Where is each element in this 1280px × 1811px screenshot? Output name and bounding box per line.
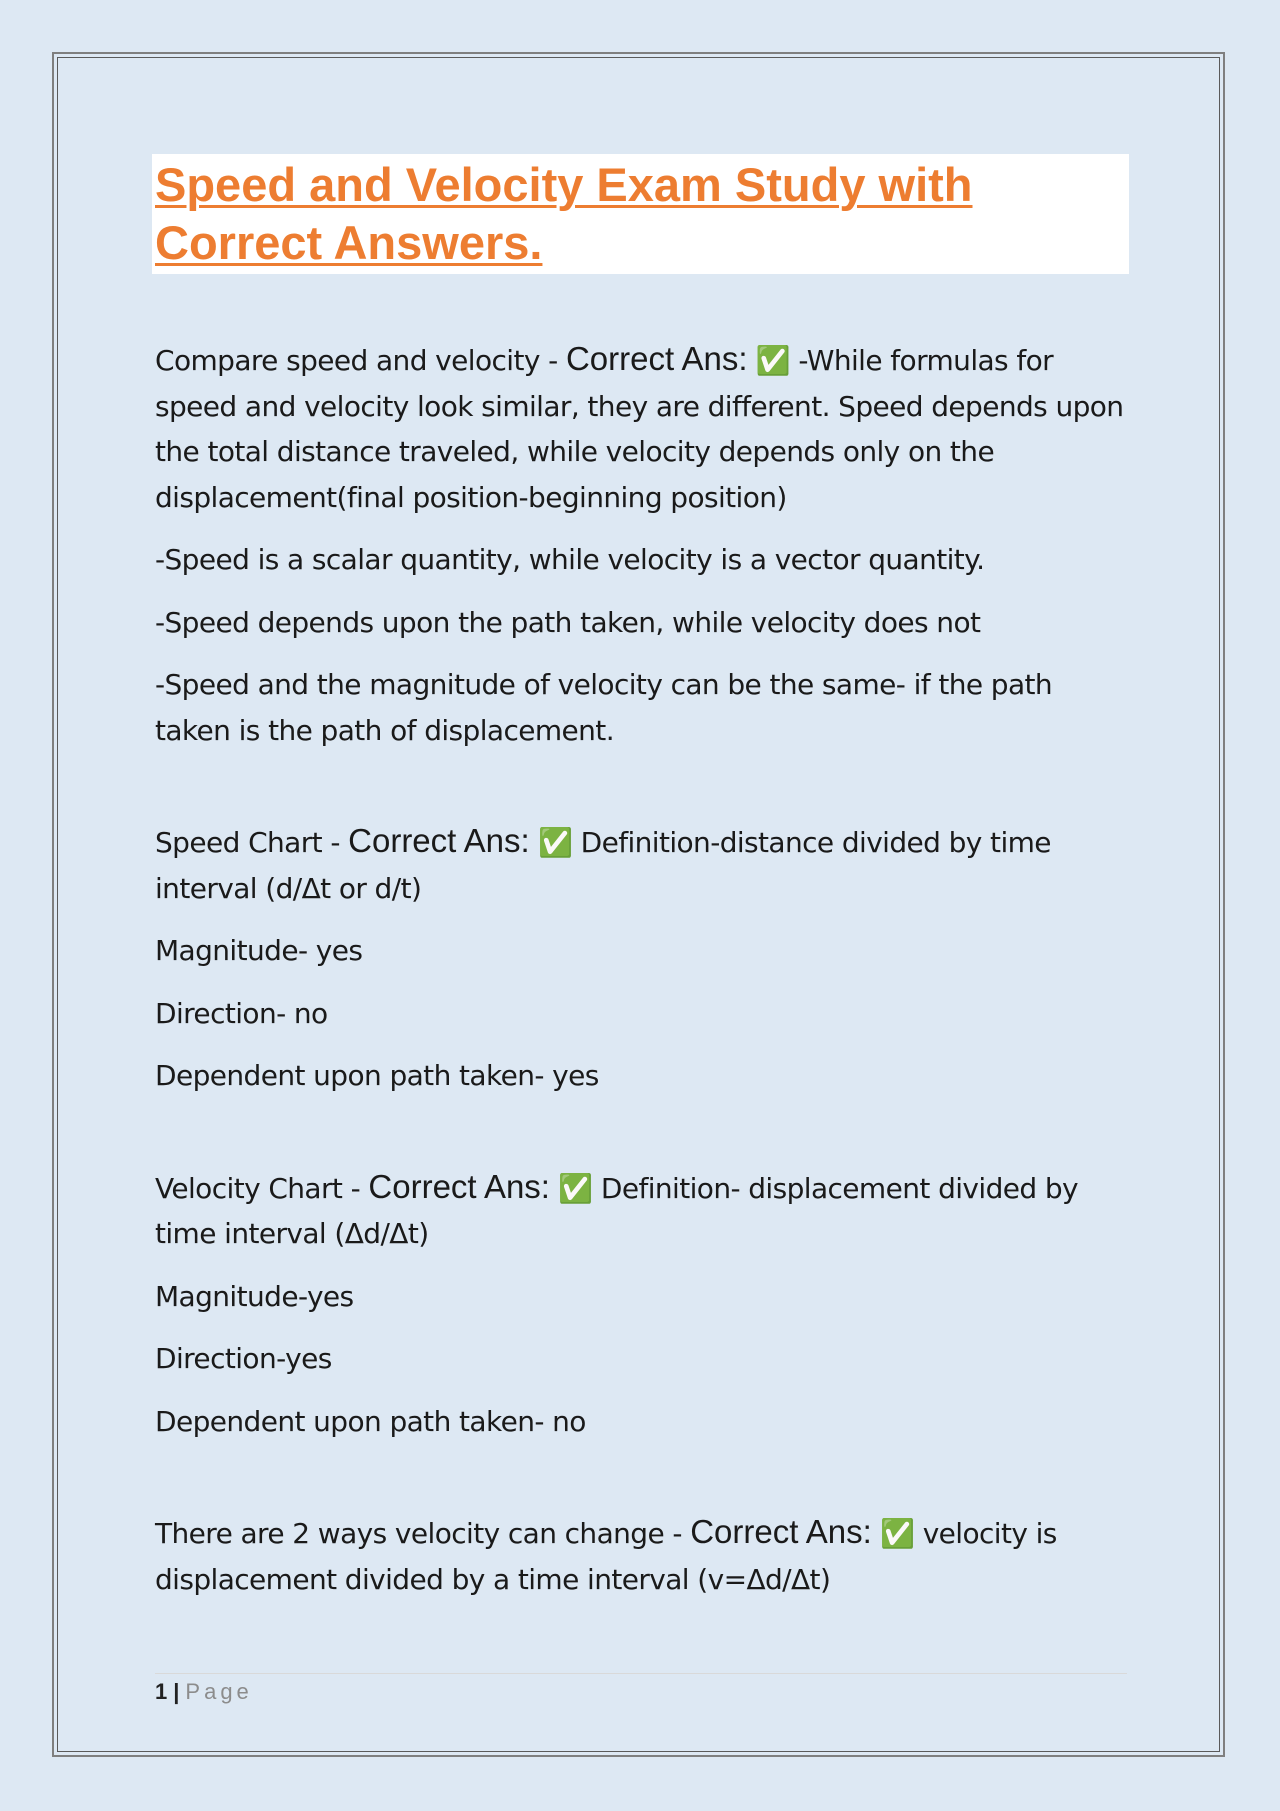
checkmark-icon: ✅ xyxy=(880,1517,915,1550)
answer-text: -While formulas for speed and velocity look similar, they are different. Speed depends upon the total distance traveled, while velocity depends only on the displacement(final position-beginning position) xyxy=(155,344,1124,514)
answer-text: Definition- displacement divided by time interval (Δd/Δt) xyxy=(155,1171,1078,1250)
question-text: There are 2 ways velocity can change - xyxy=(155,1517,682,1550)
answer-line: Dependent upon path taken- no xyxy=(155,1404,586,1438)
page-footer xyxy=(155,1678,253,1706)
qa-first-paragraph xyxy=(155,336,1125,520)
checkmark-icon: ✅ xyxy=(755,344,791,377)
answer-text: velocity is displacement divided by a time interval (v=Δd/Δt) xyxy=(155,1517,1057,1596)
answer-label: Correct Ans: xyxy=(690,1513,872,1550)
answer-label: Correct Ans: xyxy=(565,340,748,377)
question-text: Compare speed and velocity - xyxy=(155,344,558,377)
answer-line: Direction-yes xyxy=(155,1342,332,1375)
checkmark-icon: ✅ xyxy=(558,1171,593,1205)
page-label: Page xyxy=(185,1679,253,1704)
question-text: Speed Chart - xyxy=(155,826,340,859)
answer-line: -Speed is a scalar quantity, while velocity is a vector quantity. xyxy=(155,543,985,576)
document-title: Speed and Velocity Exam Study with Correct Answers. xyxy=(155,158,973,269)
section-gap xyxy=(155,1116,1125,1164)
answer-label: Correct Ans: xyxy=(368,1167,550,1205)
answer-line: -Speed and the magnitude of velocity can be the same- if the path taken is the path of displacement. xyxy=(155,668,1053,747)
answer-line: Dependent upon path taken- yes xyxy=(155,1059,599,1092)
checkmark-icon: ✅ xyxy=(538,826,573,859)
qa-first-paragraph xyxy=(155,818,1125,911)
section-gap xyxy=(155,1461,1125,1509)
qa-first-paragraph xyxy=(155,1164,1125,1257)
footer-separator: | xyxy=(173,1679,180,1704)
document-body xyxy=(155,336,1125,1619)
answer-text: Definition-distance divided by time interval (d/Δt or d/t) xyxy=(155,826,1051,905)
section-gap xyxy=(155,770,1125,818)
page-number: 1 xyxy=(155,1679,168,1704)
question-text: Velocity Chart - xyxy=(155,1171,361,1205)
answer-line: Magnitude-yes xyxy=(155,1279,354,1313)
footer-divider xyxy=(155,1673,1127,1674)
answer-label: Correct Ans: xyxy=(348,822,530,859)
qa-first-paragraph xyxy=(155,1509,1125,1602)
answer-line: Direction- no xyxy=(155,996,328,1030)
answer-line: -Speed depends upon the path taken, while velocity does not xyxy=(155,605,981,639)
answer-line: Magnitude- yes xyxy=(155,934,363,967)
